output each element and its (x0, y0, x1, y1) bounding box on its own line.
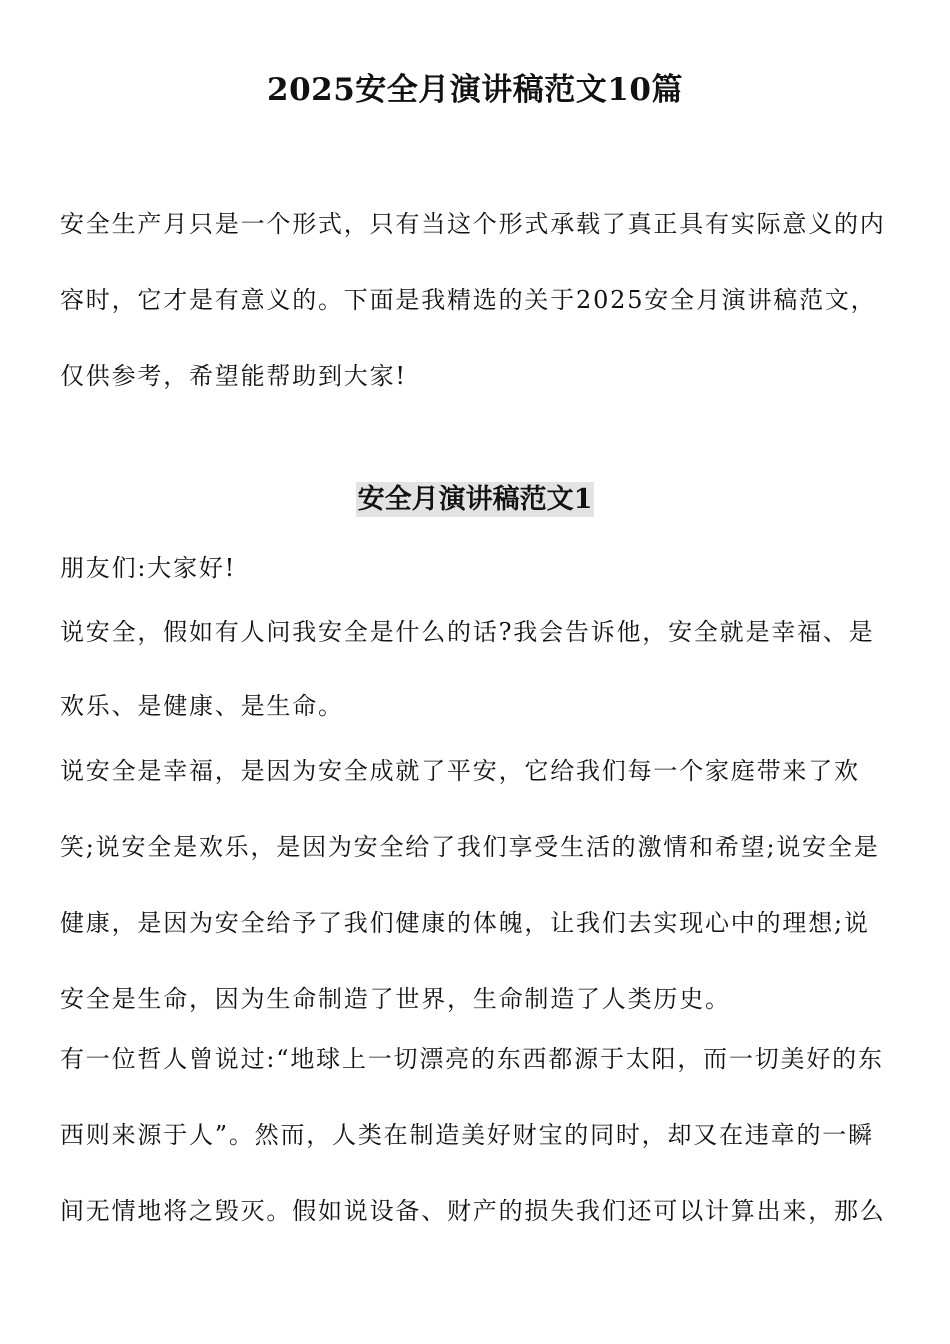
body-paragraph-3: 有一位哲人曾说过:“地球上一切漂亮的东西都源于太阳，而一切美好的东西则来源于人”。然而，人类在制造美好财宝的同时，却又在违章的一瞬间无情地将之毁灭。假如说设备、财产的损失我们还可以计算出来，那么 (60, 1045, 886, 1225)
intro-paragraph: 安全生产月只是一个形式，只有当这个形式承载了真正具有实际意义的内容时，它才是有意义的。下面是我精选的关于2025安全月演讲稿范文，仅供参考，希望能帮助到大家! (60, 210, 886, 390)
section-heading (0, 480, 950, 520)
section-heading-text: 安全月演讲稿范文1 (357, 484, 593, 515)
body-paragraph-1: 说安全，假如有人问我安全是什么的话?我会告诉他，安全就是幸福、是欢乐、是健康、是生命。 (60, 618, 875, 720)
document-title: 2025安全月演讲稿范文10篇 (267, 72, 683, 108)
body-paragraph-2: 说安全是幸福，是因为安全成就了平安，它给我们每一个家庭带来了欢笑;说安全是欢乐，是因为安全给了我们享受生活的激情和希望;说安全是健康，是因为安全给予了我们健康的体魄，让我们去实现心中的理想;说安全是生命，因为生命制造了世界，生命制造了人类历史。 (60, 757, 880, 1013)
greeting: 朋友们:大家好! (60, 554, 237, 582)
